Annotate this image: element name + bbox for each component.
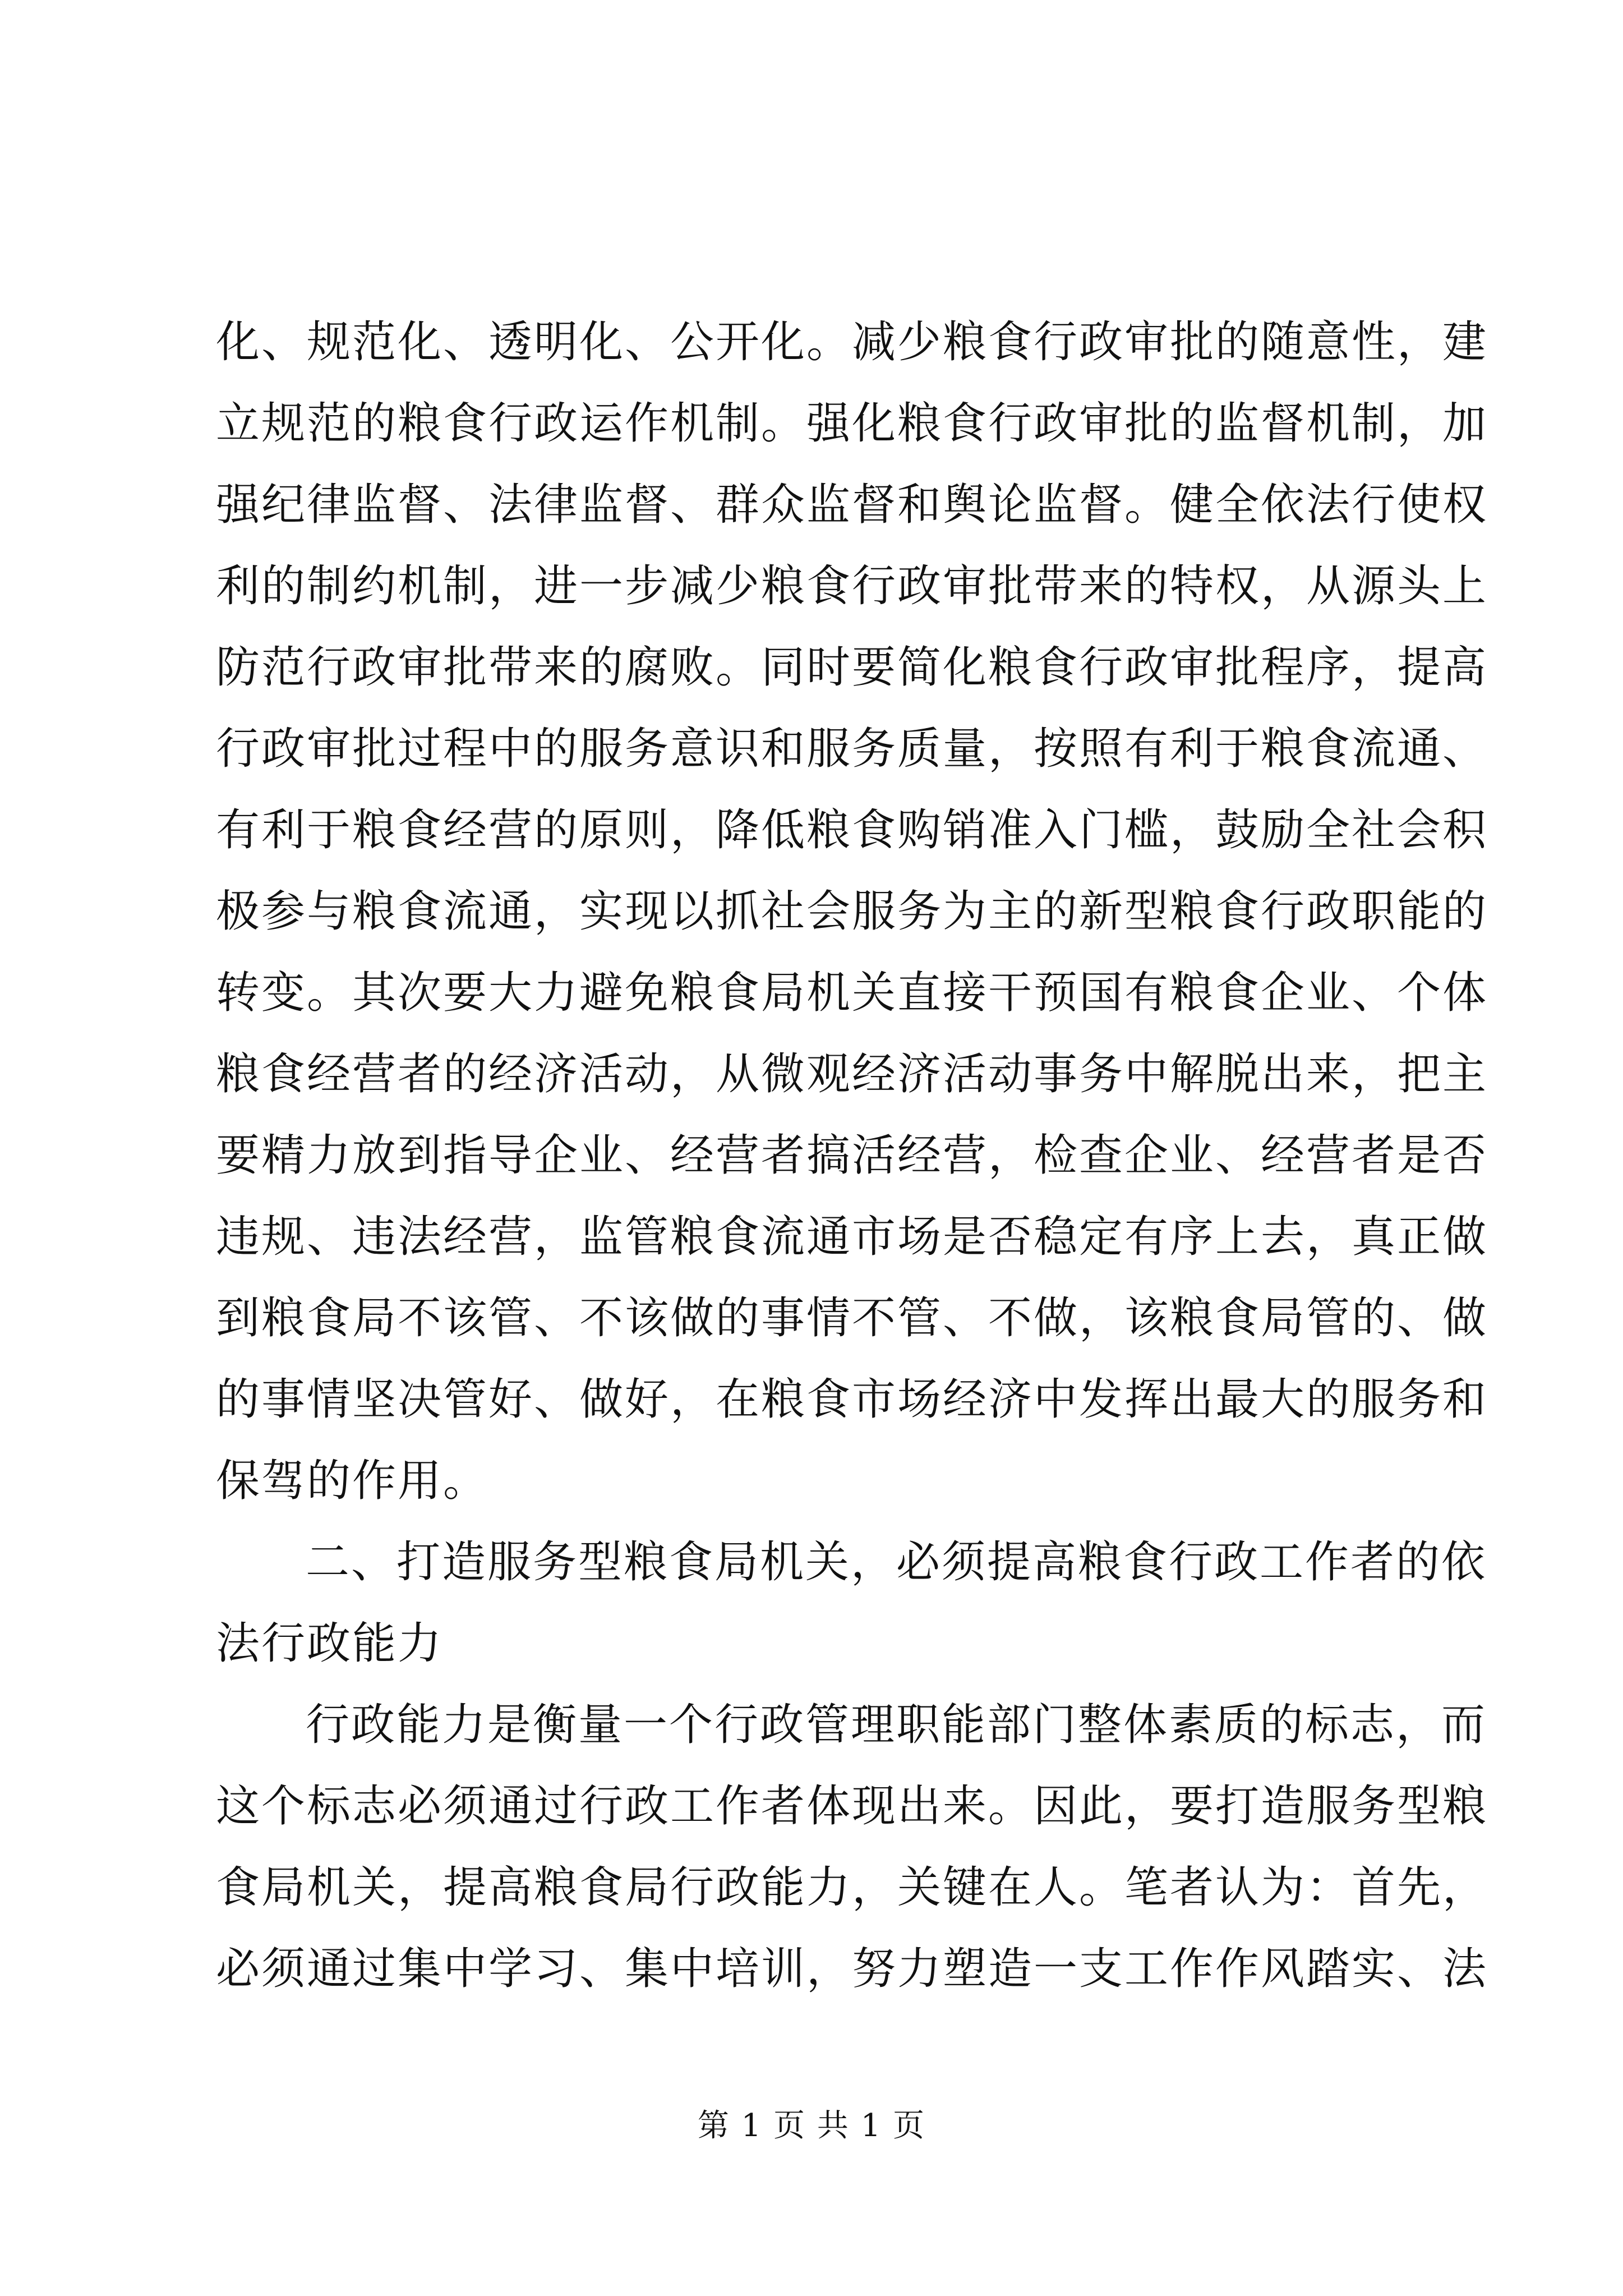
text-line: 强纪律监督、法律监督、群众监督和舆论监督。健全依法行使权: [216, 480, 1488, 530]
text-line: 化、规范化、透明化、公开化。减少粮食行政审批的随意性，建: [216, 317, 1488, 367]
text-line: 违规、违法经营，监管粮食流通市场是否稳定有序上去，真正做: [216, 1212, 1488, 1262]
text-line: 利的制约机制，进一步减少粮食行政审批带来的特权，从源头上: [216, 561, 1488, 611]
text-line: 有利于粮食经营的原则，降低粮食购销准入门槛，鼓励全社会积: [216, 805, 1488, 855]
text-line: 食局机关，提高粮食局行政能力，关键在人。笔者认为：首先，: [216, 1862, 1488, 1913]
text-line: 的事情坚决管好、做好，在粮食市场经济中发挥出最大的服务和: [216, 1374, 1488, 1425]
text-line: 必须通过集中学习、集中培训，努力塑造一支工作作风踏实、法: [216, 1944, 1488, 1994]
text-line: 要精力放到指导企业、经营者搞活经营，检查企业、经营者是否: [216, 1130, 1488, 1181]
text-line: 防范行政审批带来的腐败。同时要简化粮食行政审批程序，提高: [216, 642, 1488, 693]
text-line: 行政能力是衡量一个行政管理职能部门整体素质的标志，而: [306, 1700, 1487, 1750]
text-line: 粮食经营者的经济活动，从微观经济活动事务中解脱出来，把主: [216, 1049, 1488, 1099]
text-line: 转变。其次要大力避免粮食局机关直接干预国有粮食企业、个体: [216, 968, 1488, 1018]
document-body: [216, 302, 1488, 2010]
section-heading-line: 法行政能力: [216, 1618, 444, 1669]
text-line: 极参与粮食流通，实现以抓社会服务为主的新型粮食行政职能的: [216, 886, 1488, 937]
text-line: 到粮食局不该管、不该做的事情不管、不做，该粮食局管的、做: [216, 1293, 1488, 1343]
section-heading-line: 二、打造服务型粮食局机关，必须提高粮食行政工作者的依: [306, 1537, 1487, 1588]
text-line: 行政审批过程中的服务意识和服务质量，按照有利于粮食流通、: [216, 724, 1488, 774]
text-line: 立规范的粮食行政运作机制。强化粮食行政审批的监督机制，加: [216, 398, 1488, 449]
text-line: 这个标志必须通过行政工作者体现出来。因此，要打造服务型粮: [216, 1781, 1488, 1832]
text-line: 保驾的作用。: [216, 1456, 489, 1506]
page-number-footer: 第 1 页 共 1 页: [697, 2108, 926, 2144]
